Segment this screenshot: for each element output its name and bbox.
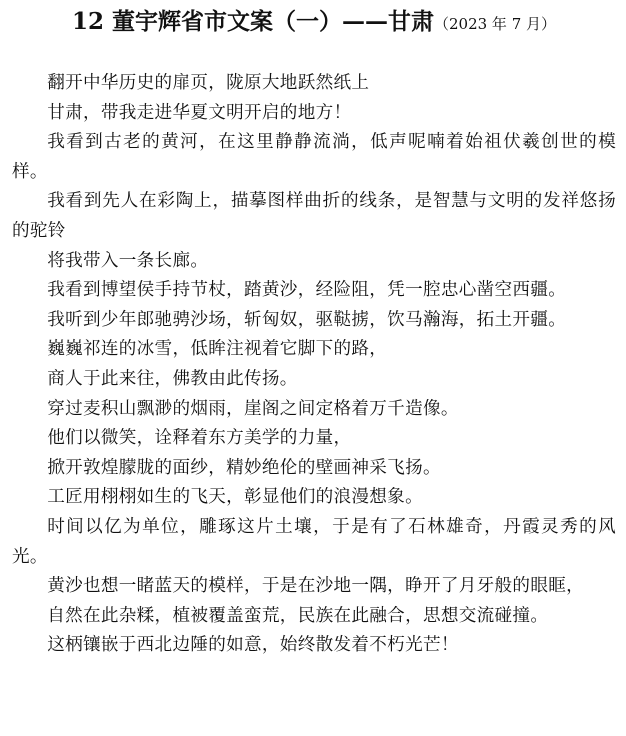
paragraph: 自然在此杂糅，植被覆盖蛮荒，民族在此融合，思想交流碰撞。: [47, 605, 549, 626]
document-body: [12, 69, 616, 661]
paragraph: 掀开敦煌朦胧的面纱，精妙绝伦的壁画神采飞扬。: [47, 457, 441, 478]
paragraph: 我看到博望侯手持节杖，踏黄沙，经险阻，凭一腔忠心凿空西疆。: [47, 280, 567, 301]
title-date: （2023 年 7 月）: [433, 15, 557, 33]
paragraph: 我看到古老的黄河，在这里静静流淌，低声呢喃着始祖伏羲创世的模样。: [12, 132, 616, 182]
paragraph: 他们以微笑，诠释着东方美学的力量，: [47, 428, 352, 449]
paragraph: 翻开中华历史的扉页，陇原大地跃然纸上: [47, 73, 370, 93]
paragraph: 时间以亿为单位，雕琢这片土壤，于是有了石林雄奇，丹霞灵秀的风光。: [12, 516, 616, 567]
paragraph: 工匠用栩栩如生的飞天，彰显他们的浪漫想象。: [47, 487, 423, 508]
title-main: 12 董宇辉省市文案（一）——甘肃: [71, 8, 434, 35]
paragraph: 穿过麦积山飘渺的烟雨，崖阁之间定格着万千造像。: [47, 398, 459, 419]
paragraph: 巍巍祁连的冰雪，低眸注视着它脚下的路，: [47, 339, 388, 360]
paragraph: 将我带入一条长廊。: [47, 250, 209, 271]
paragraph: 黄沙也想一睹蓝天的模样，于是在沙地一隅，睁开了月牙般的眼眶，: [47, 576, 585, 597]
paragraph: 我看到先人在彩陶上，描摹图样曲折的线条，是智慧与文明的发祥悠扬的驼铃: [12, 191, 616, 241]
paragraph: 商人于此来往，佛教由此传扬。: [47, 368, 298, 389]
paragraph: 这柄镶嵌于西北边陲的如意，始终散发着不朽光芒！: [47, 635, 459, 656]
document-title: [12, 8, 616, 38]
paragraph: 我听到少年郎驰骋沙场，斩匈奴，驱鞑掳，饮马瀚海，拓土开疆。: [47, 309, 567, 330]
paragraph: 甘肃，带我走进华夏文明开启的地方！: [47, 102, 352, 123]
